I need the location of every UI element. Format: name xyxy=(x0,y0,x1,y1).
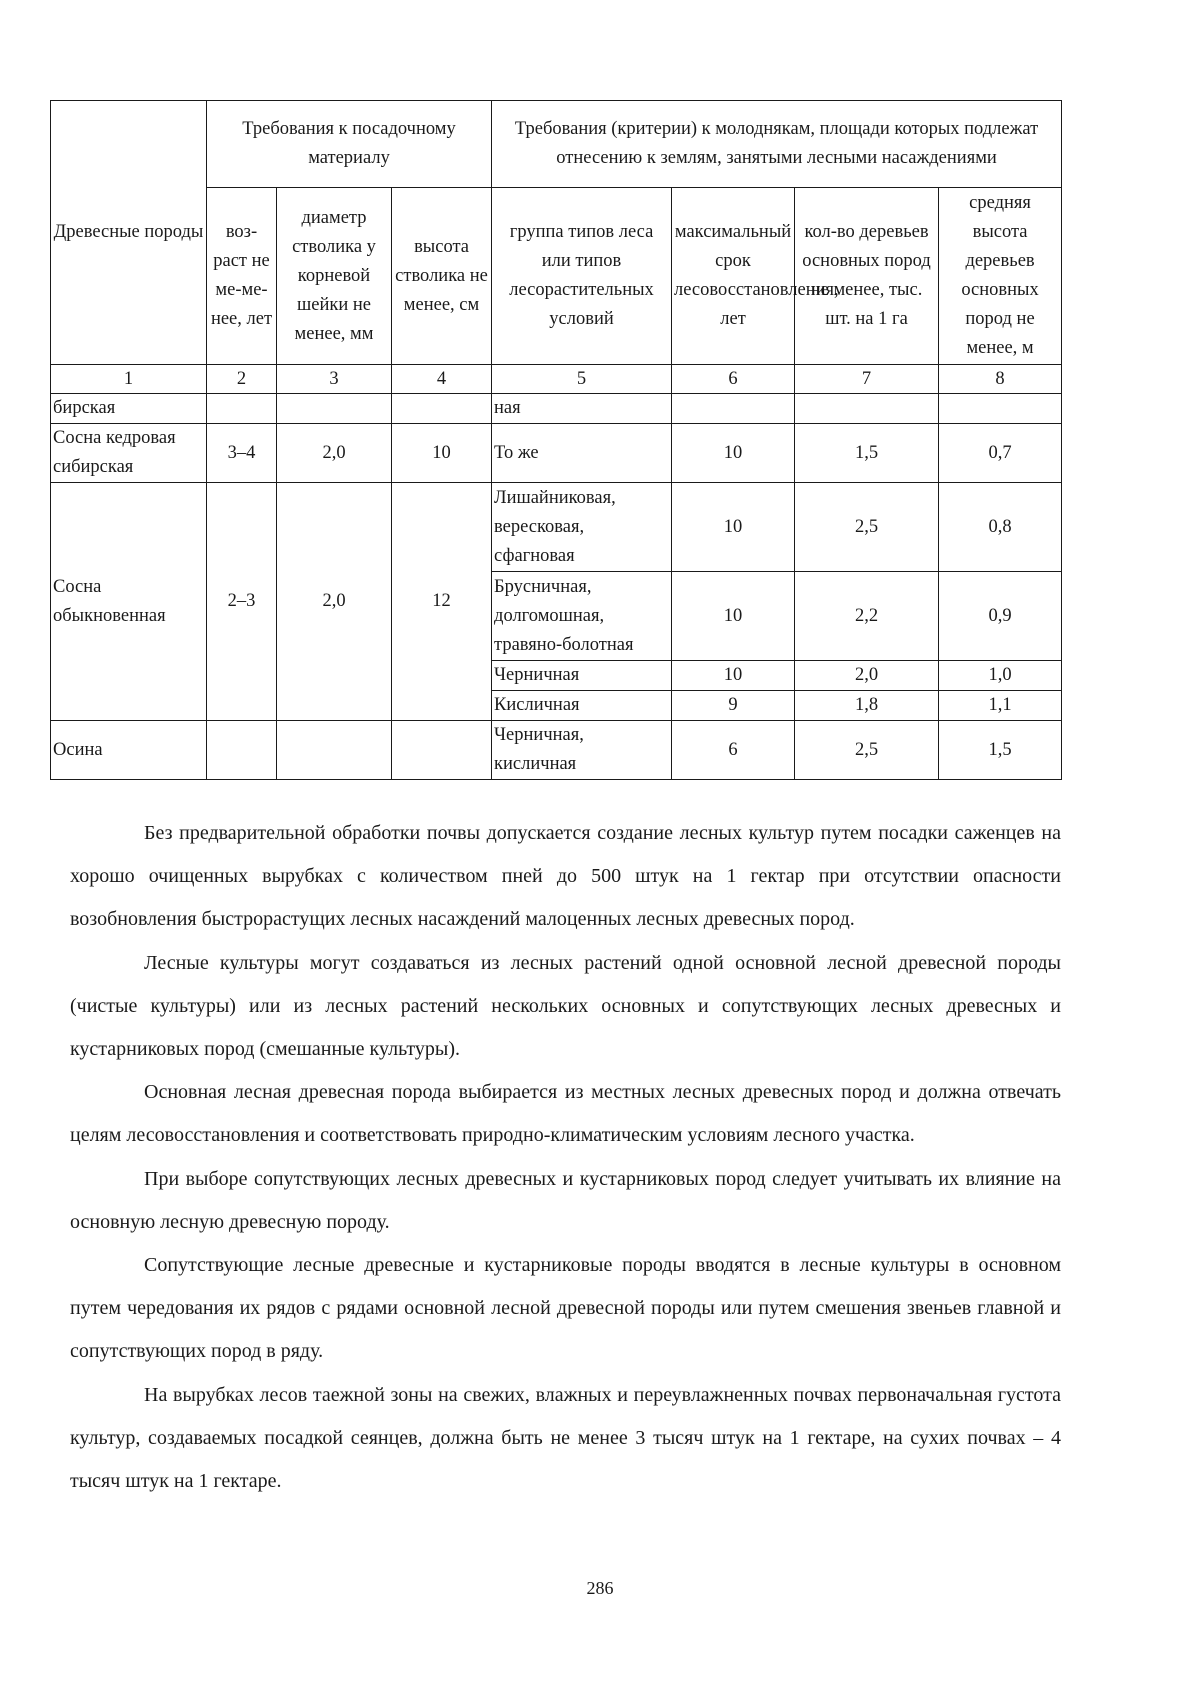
tree-count-cell: 2,2 xyxy=(795,572,939,661)
header-tree-count: кол-во деревьев основных пород не менее, тыс. шт. на 1 га xyxy=(795,188,939,365)
tree-count-cell: 1,5 xyxy=(795,424,939,483)
tree-count-cell xyxy=(795,394,939,424)
body-text xyxy=(70,812,1061,1503)
header-diameter: диаметр стволика у корневой шейки не менее, мм xyxy=(277,188,392,365)
header-height: высота стволика не менее, см xyxy=(392,188,492,365)
avg-height-cell: 1,5 xyxy=(939,721,1062,780)
age-cell xyxy=(207,721,277,780)
avg-height-cell xyxy=(939,394,1062,424)
avg-height-cell: 1,0 xyxy=(939,661,1062,691)
species-cell: бирская xyxy=(51,394,207,424)
paragraph: Лесные культуры могут создаваться из лесных растений одной основной лесной древесной породы (чистые культуры) или из лесных растений нескольких основных и сопутствующих лесных древесных и кустарниковых пород (смешанные культуры). xyxy=(70,951,1061,1061)
diameter-cell: 2,0 xyxy=(277,483,392,721)
page-number: 286 xyxy=(586,1578,614,1598)
tree-count-cell: 2,5 xyxy=(795,721,939,780)
table-row xyxy=(51,394,1062,424)
tree-count-cell: 2,0 xyxy=(795,661,939,691)
age-cell: 2–3 xyxy=(207,483,277,721)
column-number: 4 xyxy=(392,365,492,394)
max-term-cell: 10 xyxy=(672,661,795,691)
header-planting-material: Требования к посадочному материалу xyxy=(207,101,492,188)
header-age: воз-раст не ме-ме-нее, лет xyxy=(207,188,277,365)
height-cell: 10 xyxy=(392,424,492,483)
table-row xyxy=(51,424,1062,483)
forest-type-cell: ная xyxy=(492,394,672,424)
height-cell xyxy=(392,721,492,780)
max-term-cell: 10 xyxy=(672,483,795,572)
column-number: 6 xyxy=(672,365,795,394)
forest-type-cell: Брусничная, долгомошная, травяно-болотная xyxy=(492,572,672,661)
header-young-stand-criteria: Требования (критерии) к молоднякам, площади которых подлежат отнесению к землям, занятыми лесными насаждениями xyxy=(492,101,1062,188)
column-number-row xyxy=(51,365,1062,394)
diameter-cell: 2,0 xyxy=(277,424,392,483)
column-number: 2 xyxy=(207,365,277,394)
column-number: 7 xyxy=(795,365,939,394)
height-cell xyxy=(392,394,492,424)
height-cell: 12 xyxy=(392,483,492,721)
column-number: 8 xyxy=(939,365,1062,394)
table-row xyxy=(51,721,1062,780)
forest-type-cell: Лишайниковая, вересковая, сфагновая xyxy=(492,483,672,572)
avg-height-cell: 0,8 xyxy=(939,483,1062,572)
header-species: Древесные породы xyxy=(51,101,207,365)
paragraph: Основная лесная древесная порода выбирается из местных лесных древесных пород и должна отвечать целям лесовосстановления и соответствовать природно-климатическим условиям лесного участка. xyxy=(70,1081,1061,1147)
avg-height-cell: 0,7 xyxy=(939,424,1062,483)
species-cell: Сосна обыкновенная xyxy=(51,483,207,721)
column-number: 5 xyxy=(492,365,672,394)
age-cell xyxy=(207,394,277,424)
header-forest-type: группа типов леса или типов лесорастительных условий xyxy=(492,188,672,365)
table-row xyxy=(51,483,1062,572)
age-cell: 3–4 xyxy=(207,424,277,483)
max-term-cell: 10 xyxy=(672,572,795,661)
species-cell: Осина xyxy=(51,721,207,780)
header-avg-height: средняя высота деревьев основных пород не менее, м xyxy=(939,188,1062,365)
header-max-term: максимальный срок лесовосстановления, лет xyxy=(672,188,795,365)
tree-count-cell: 2,5 xyxy=(795,483,939,572)
species-cell: Сосна кедровая сибирская xyxy=(51,424,207,483)
max-term-cell: 9 xyxy=(672,691,795,721)
max-term-cell: 6 xyxy=(672,721,795,780)
tree-count-cell: 1,8 xyxy=(795,691,939,721)
forest-type-cell: Черничная xyxy=(492,661,672,691)
avg-height-cell: 1,1 xyxy=(939,691,1062,721)
max-term-cell: 10 xyxy=(672,424,795,483)
column-number: 1 xyxy=(51,365,207,394)
max-term-cell xyxy=(672,394,795,424)
paragraph: При выборе сопутствующих лесных древесных и кустарниковых пород следует учитывать их влияние на основную лесную древесную породу. xyxy=(70,1167,1061,1233)
paragraph: Без предварительной обработки почвы допускается создание лесных культур путем посадки саженцев на хорошо очищенных вырубках с количеством пней до 500 штук на 1 гектар при отсутствии опасности возобновления быстрорастущих лесных насаждений малоценных лесных древесных пород. xyxy=(70,822,1061,931)
column-number: 3 xyxy=(277,365,392,394)
requirements-table xyxy=(50,100,1062,780)
diameter-cell xyxy=(277,721,392,780)
avg-height-cell: 0,9 xyxy=(939,572,1062,661)
diameter-cell xyxy=(277,394,392,424)
paragraph: На вырубках лесов таежной зоны на свежих, влажных и переувлажненных почвах первоначальная густота культур, создаваемых посадкой сеянцев, должна быть не менее 3 тысяч штук на 1 гектаре, на сухих почвах – 4 тысяч штук на 1 гектаре. xyxy=(70,1383,1061,1493)
forest-type-cell: То же xyxy=(492,424,672,483)
forest-type-cell: Кисличная xyxy=(492,691,672,721)
forest-type-cell: Черничная, кисличная xyxy=(492,721,672,780)
paragraph: Сопутствующие лесные древесные и кустарниковые породы вводятся в лесные культуры в основном путем чередования их рядов с рядами основной лесной древесной породы или путем смешения звеньев главной и сопутствующих пород в ряду. xyxy=(70,1254,1061,1363)
